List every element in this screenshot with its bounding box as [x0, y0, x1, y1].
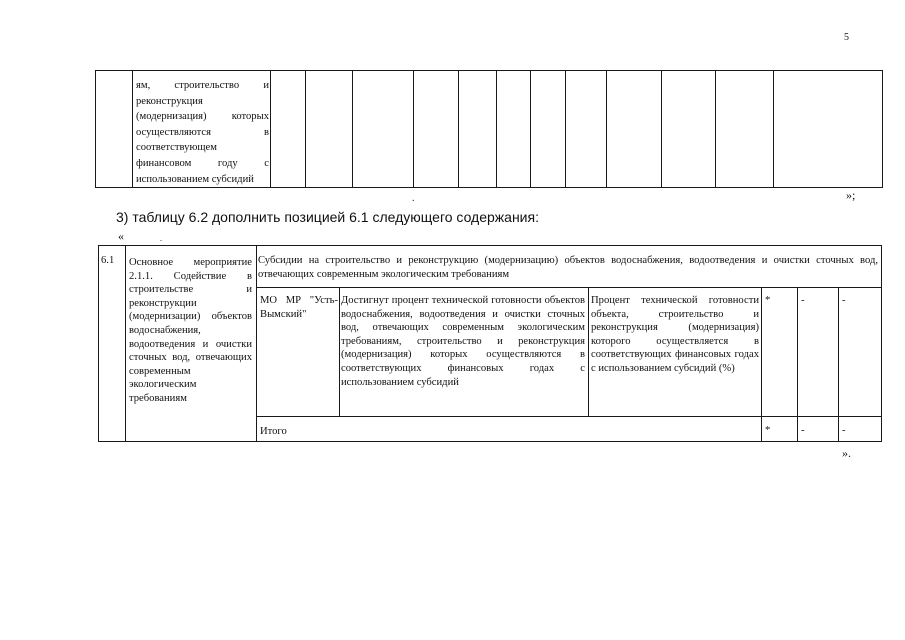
main-col-line: [761, 287, 762, 442]
main-col-line: [797, 287, 798, 442]
main-col-line: [588, 287, 589, 417]
value-cell: -: [842, 295, 846, 306]
cont-col-line: [413, 70, 414, 188]
page-number: 5: [844, 32, 849, 43]
main-table-bottom-border: [98, 441, 882, 442]
cont-col-line: [458, 70, 459, 188]
event-description: Основное мероприятие 2.1.1. Содействие в строительстве и реконструкции (модернизации) объектов водоснабжения, водоотведения и очистки сточных вод, отвечающих современным экологическим требованиям: [129, 257, 252, 404]
subsidy-header: Субсидии на строительство и реконструкцию (модернизацию) объектов водоснабжения, водоотведения и очистки сточных вод, отвечающих современным экологическим требованиям: [258, 255, 878, 280]
cont-col-line: [715, 70, 716, 188]
value-cell: *: [765, 295, 771, 306]
total-value-cell: -: [801, 425, 805, 436]
continuation-cell-text: ям, строительство и реконструкция (модернизация) которых осуществляются в соответствующем финансовом году с использованием субсидий: [136, 80, 269, 185]
main-col-line: [98, 245, 99, 442]
cont-col-line: [882, 70, 883, 188]
stray-dot: .: [160, 234, 162, 243]
cont-col-line: [565, 70, 566, 188]
municipality-cell: МО МР "Усть-Вымский": [260, 295, 338, 320]
total-value-cell: -: [842, 425, 846, 436]
result-cell: Достигнут процент технической готовности объектов водоснабжения, водоотведения и очистки сточных вод, отвечающих современным экологическим требованиям, строительство и реконструкция (модернизация) которых осуществляются в соответствующих финансовых годах с использованием субсидий: [341, 295, 585, 388]
cont-col-line: [270, 70, 271, 188]
main-col-line: [339, 287, 340, 417]
main-col-line: [125, 245, 126, 442]
main-table-row-line: [256, 416, 882, 417]
main-col-line: [256, 245, 257, 442]
cont-col-line: [132, 70, 133, 188]
value-cell: -: [801, 295, 805, 306]
stray-dot: .: [412, 193, 415, 204]
main-col-line: [881, 245, 882, 442]
row-number: 6.1: [101, 255, 115, 266]
cont-col-line: [606, 70, 607, 188]
indicator-cell: Процент технической готовности объекта, строительство и реконструкция (модернизация) которого осуществляется в соответствующих финансовых годах с использованием субсидий (%): [591, 295, 759, 374]
total-value-cell: *: [765, 425, 771, 436]
cont-table-top-border: [95, 70, 883, 71]
main-table-row-line: [256, 287, 882, 288]
main-table-top-border: [98, 245, 882, 246]
opening-quote: «: [118, 229, 124, 243]
main-col-line: [838, 287, 839, 442]
closing-quote: ».: [842, 446, 851, 460]
instruction-text: 3) таблицу 6.2 дополнить позицией 6.1 следующего содержания:: [116, 209, 539, 225]
cont-col-line: [95, 70, 96, 188]
closing-quote: »;: [846, 188, 856, 202]
cont-col-line: [530, 70, 531, 188]
cont-col-line: [773, 70, 774, 188]
cont-col-line: [305, 70, 306, 188]
cont-col-line: [661, 70, 662, 188]
cont-col-line: [352, 70, 353, 188]
cont-col-line: [496, 70, 497, 188]
total-label: Итого: [260, 426, 287, 437]
